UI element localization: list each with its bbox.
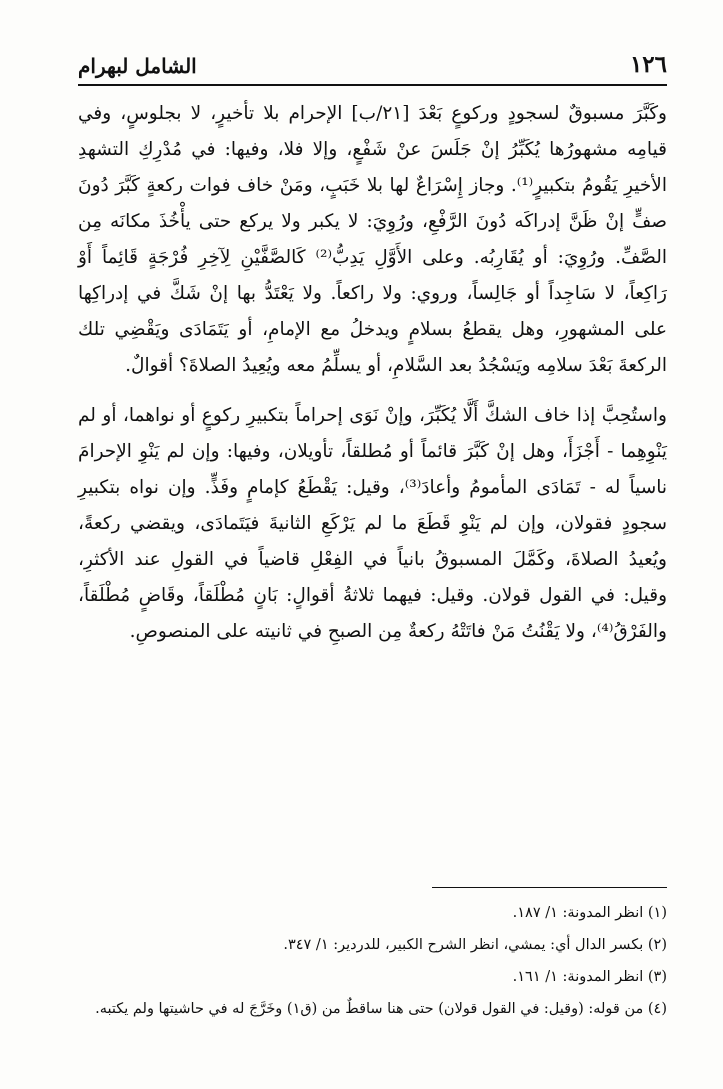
- footnote: (١) انظر المدونة: ١/ ١٨٧.: [512, 905, 667, 921]
- paragraph: واستُحِبَّ إذا خاف الشكَّ أَلَّا يُكَبِّرَ، وإنْ نَوَى إحراماً بتكبيرِ ركوعٍ أو نواهما، أو لم يَنْوِهِما - أَجْزَأَ، وهل إنْ كَبَّرَ قائماً أو مُطلقاً، تأويلان، وفيها: وإن لم يَنْوِ الإحرامَ ناسياً له - تَمَادَى المأمومُ وأعادَ⁽³⁾، وقيل: يَقْطَعُ كإمامٍ وفَذٍّ. وإن نواه بتكبيرِ سجودٍ فقولان، وإن لم يَنْوِ قَطَعَ ما لم يَرْكَعِ الثانيةَ فيَتَمادَى، ويقضي ركعةً، ويُعيدُ الصلاةَ، وكَمَّلَ المسبوقُ بانياً في الفِعْلِ قاضياً في القولِ عند الأكثرِ، وقيل: في القول قولان. وقيل: فيهما ثلاثةُ أقوالٍ: بَانٍ مُطْلَقاً، وقَاضٍ مُطْلَقاً، والفَرْقُ⁽⁴⁾، ولا يَقْنُتُ مَنْ فاتَتْهُ ركعةٌ مِن الصبحِ في ثانيته على المنصوصِ.: [78, 405, 667, 642]
- running-title: الشامل لبهرام: [78, 54, 197, 78]
- page-header: [78, 40, 667, 84]
- main-text: [78, 96, 667, 650]
- footnotes: [78, 897, 667, 1025]
- header-rule: [78, 84, 667, 86]
- footnote: (٤) من قوله: (وقيل: في القول قولان) حتى هنا ساقطٌ من (ق١) وخَرَّجَ له في حاشيتها ولم يكتبه.: [95, 1001, 667, 1017]
- footnote: (٣) انظر المدونة: ١/ ١٦١.: [512, 969, 667, 985]
- page-number: ١٢٦: [629, 51, 667, 78]
- footnote: (٢) بكسر الدال أي: يمشي، انظر الشرح الكبير، للدردير: ١/ ٣٤٧.: [283, 937, 667, 953]
- paragraph: وكَبَّرَ مسبوقٌ لسجودٍ وركوعٍ بَعْدَ [٢١/ب] الإحرام بلا تأخيرٍ، لا بجلوسٍ، وفي قيامِه مشهورُها يُكَبِّرُ إنْ جَلَسَ عنْ شَفْعٍ، وإلا فلا، وفيها: في مُدْرِكِ التشهدِ الأخيرِ يَقُومُ بتكبيرٍ⁽¹⁾. وجاز إِسْرَاعٌ لها بلا خَبَبٍ، ومَنْ خاف فوات ركعةٍ كَبَّرَ دُونَ صفٍّ إنْ ظَنَّ إدراكَه دُونَ الرَّفْعِ، ورُوِيَ: لا يكبر ولا يركع حتى يأْخُذَ مكانَه مِن الصَّفِّ. ورُوِيَ: أو يُقَارِبُه. وعلى الأَوَّلِ يَدِبُّ⁽²⁾ كَالصَّفَّيْنِ لِآخِرِ فُرْجَةٍ قَائِماً أَوْ رَاكِعاً، لا سَاجِداً أو جَالِساً، وروي: ولا راكعاً. ولا يَعْتَدُّ بها إنْ شَكَّ في إدراكِها على المشهورِ، وهل يقطعُ بسلامٍ ويدخلُ مع الإمامِ، أو يَتَمَادَى ويَقْضِي تلك الركعةَ بَعْدَ سلامِه ويَسْجُدُ بعد السَّلامِ، أو يسلِّمُ معه ويُعِيدُ الصلاةَ؟ أقوالٌ.: [78, 103, 667, 376]
- footnote-rule: [432, 887, 667, 888]
